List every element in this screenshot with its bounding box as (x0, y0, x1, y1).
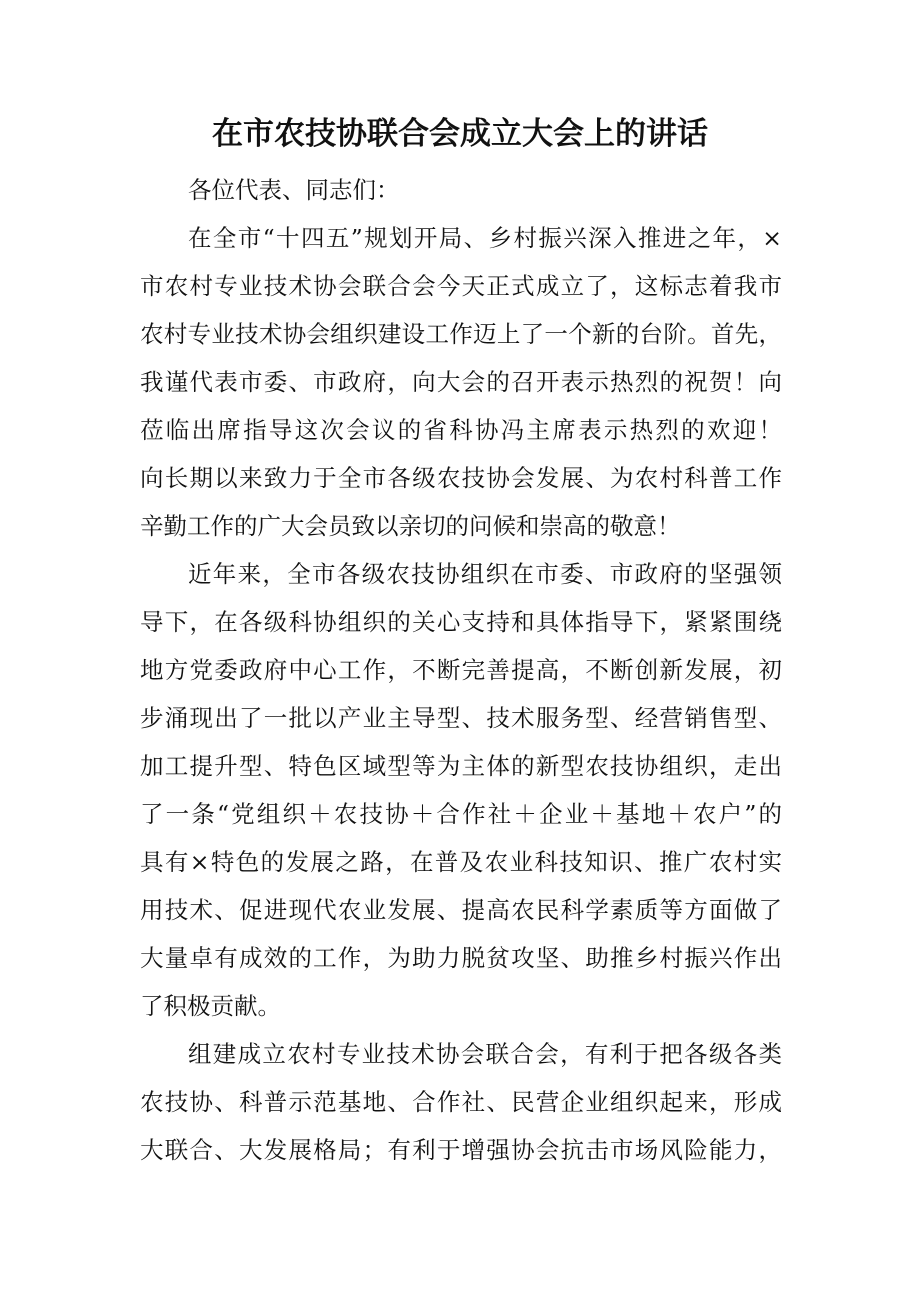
text-line: 用技术、促进现代农业发展、提高农民科学素质等方面做了 (140, 896, 782, 924)
greeting-line: 各位代表、同志们： (188, 176, 400, 204)
text-line: 农村专业技术协会组织建设工作迈上了一个新的台阶。首先， (140, 320, 782, 348)
text-line: 近年来，全市各级农技协组织在市委、市政府的坚强领 (188, 560, 782, 588)
text-line: 具有×特色的发展之路，在普及农业科技知识、推广农村实 (140, 848, 782, 876)
text-line: 莅临出席指导这次会议的省科协冯主席表示热烈的欢迎！ (140, 416, 782, 444)
text-line: 在全市“十四五”规划开局、乡村振兴深入推进之年，× (188, 224, 782, 252)
document-title: 在市农技协联合会成立大会上的讲话 (212, 116, 708, 152)
text-line: 农技协、科普示范基地、合作社、民营企业组织起来，形成 (140, 1088, 782, 1116)
text-line: 我谨代表市委、市政府，向大会的召开表示热烈的祝贺！向 (140, 368, 782, 396)
text-line: 大量卓有成效的工作，为助力脱贫攻坚、助推乡村振兴作出 (140, 944, 782, 972)
text-line: 向长期以来致力于全市各级农技协会发展、为农村科普工作 (140, 464, 782, 492)
text-line: 加工提升型、特色区域型等为主体的新型农技协组织，走出 (140, 752, 782, 780)
text-line: 市农村专业技术协会联合会今天正式成立了，这标志着我市 (140, 272, 782, 300)
text-line: 地方党委政府中心工作，不断完善提高，不断创新发展，初 (140, 656, 782, 684)
text-line: 组建成立农村专业技术协会联合会，有利于把各级各类 (188, 1040, 782, 1068)
text-line: 辛勤工作的广大会员致以亲切的问候和崇高的敬意！ (140, 512, 681, 540)
text-line: 步涌现出了一批以产业主导型、技术服务型、经营销售型、 (140, 704, 782, 732)
text-line: 了积极贡献。 (140, 992, 281, 1020)
paragraph-3 (140, 1030, 782, 1174)
paragraph-2 (140, 550, 782, 1030)
text-line: 了一条“党组织＋农技协＋合作社＋企业＋基地＋农户”的 (140, 800, 782, 828)
text-line: 大联合、大发展格局；有利于增强协会抗击市场风险能力， (140, 1136, 782, 1164)
paragraph-1 (140, 214, 782, 550)
text-line: 导下，在各级科协组织的关心支持和具体指导下，紧紧围绕 (140, 608, 782, 636)
document-body (140, 166, 782, 1174)
